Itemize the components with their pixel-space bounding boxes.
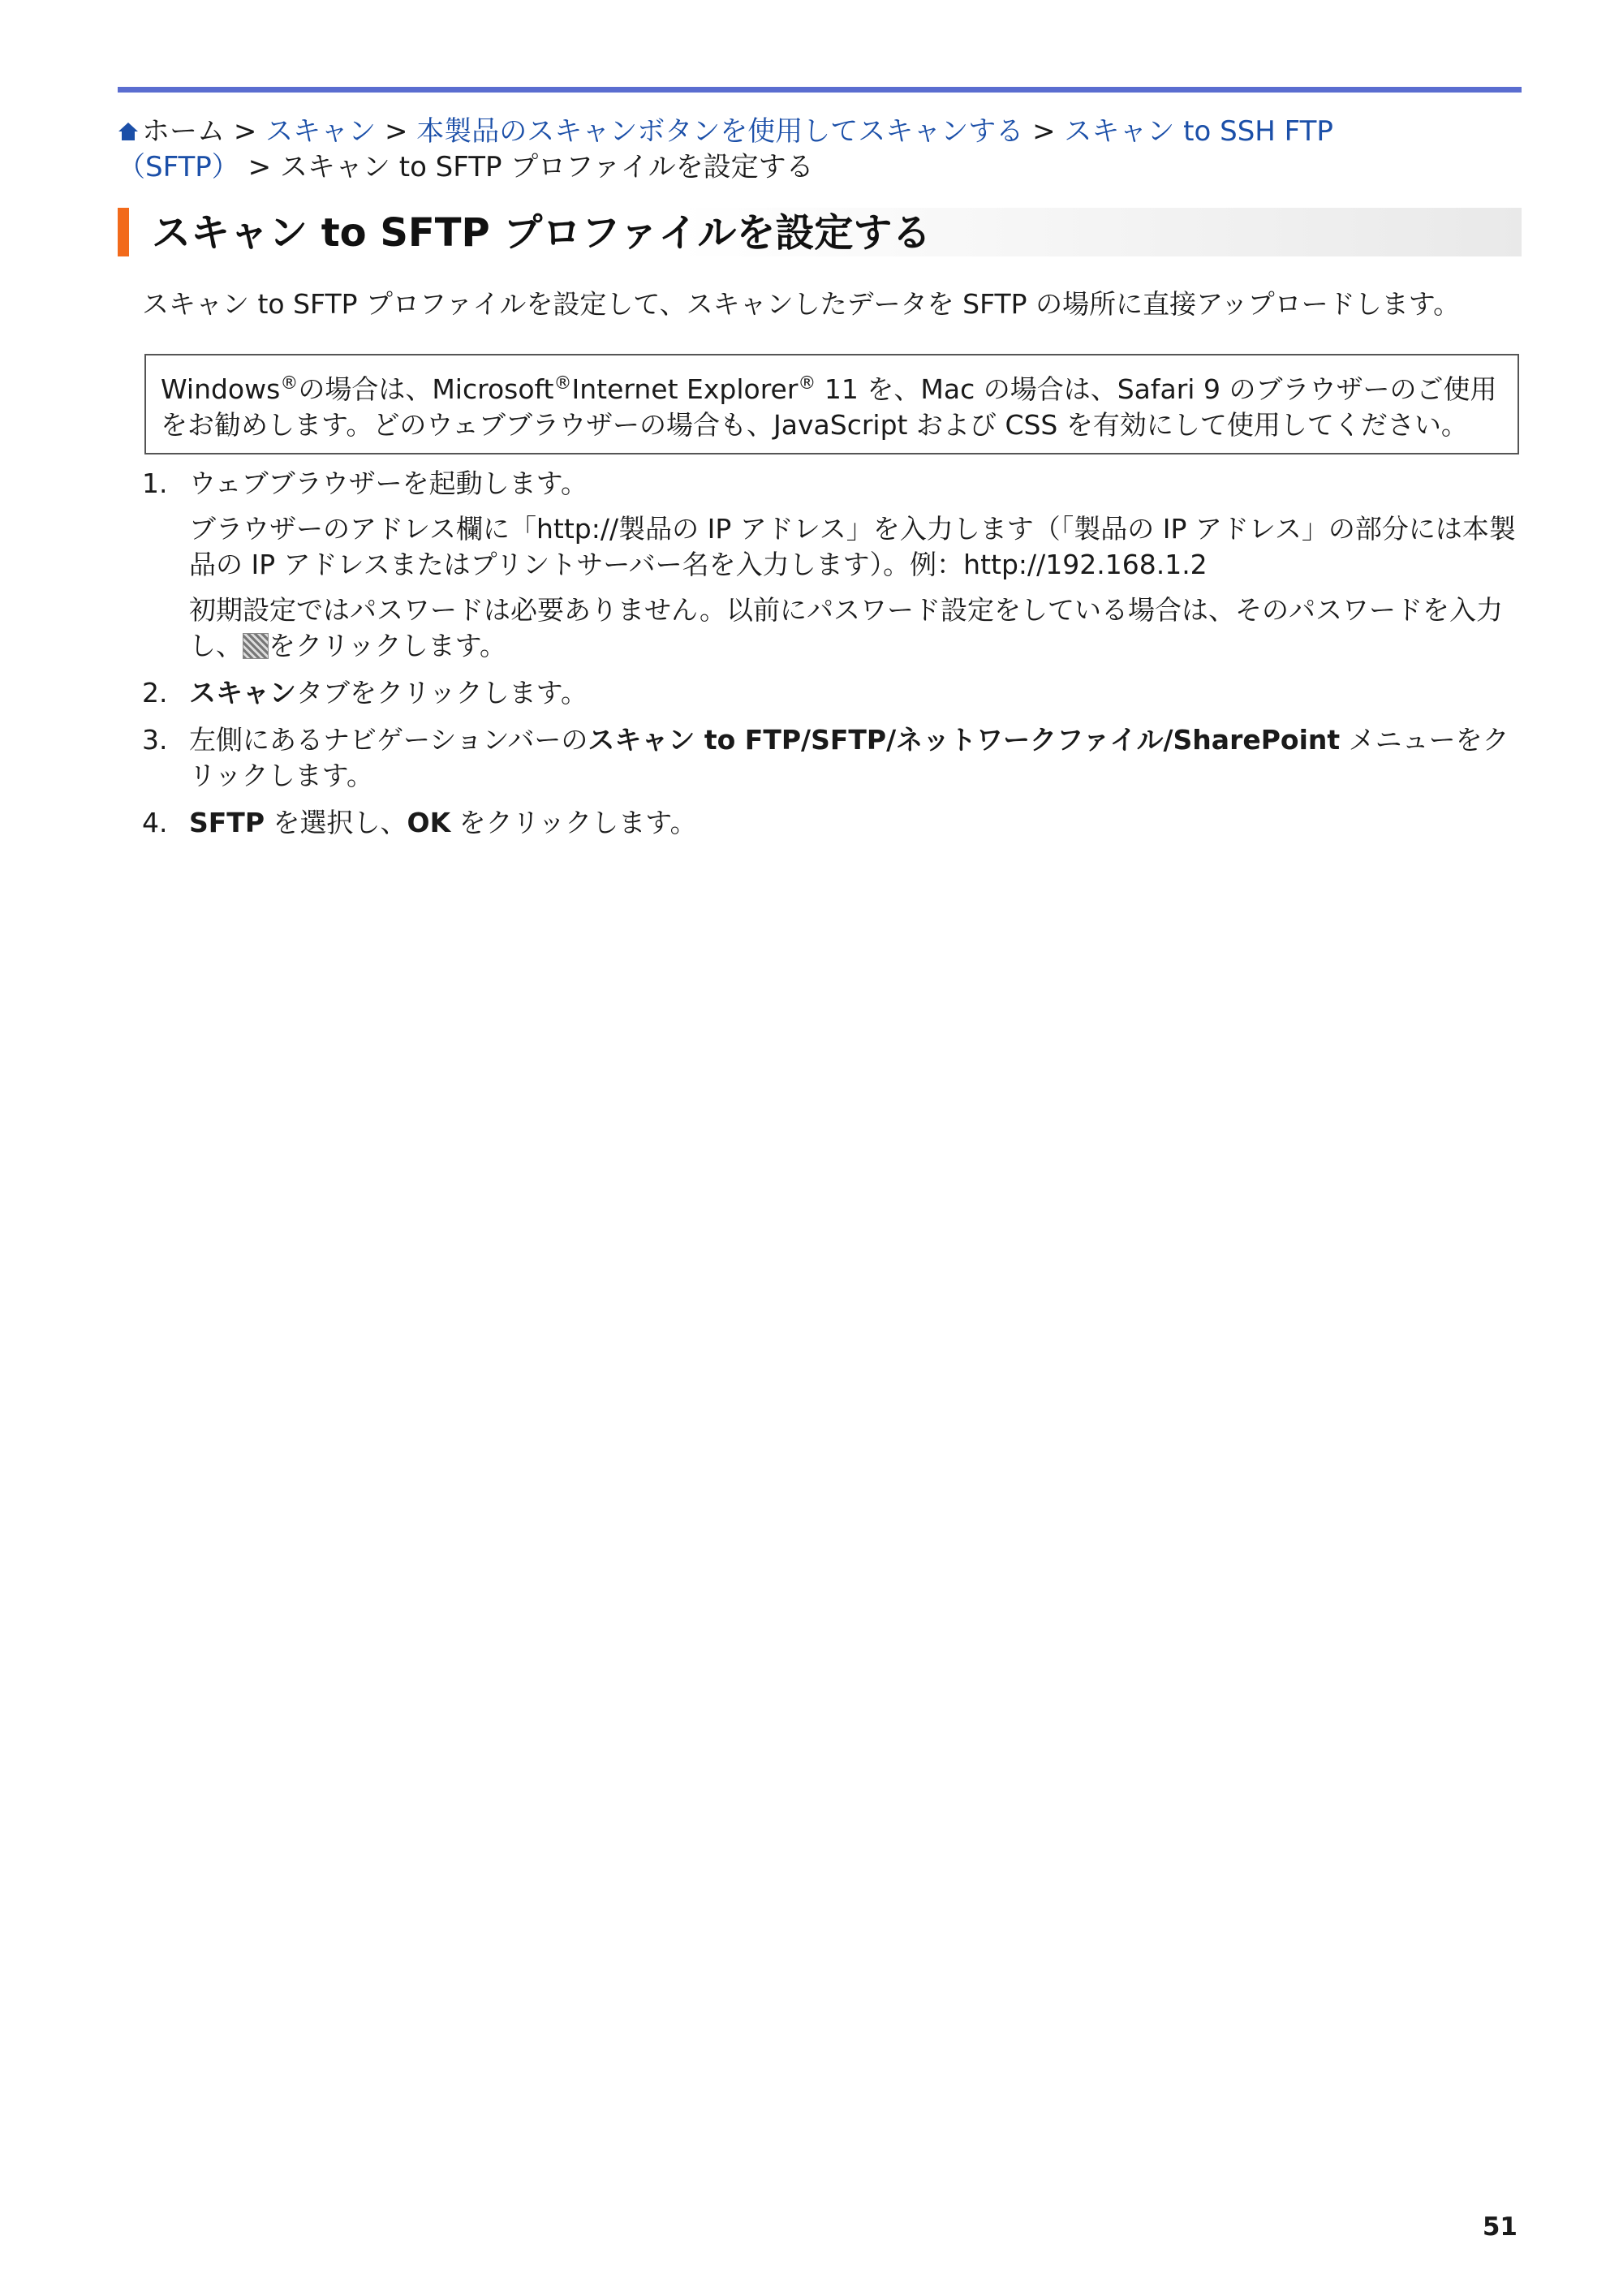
note-part2: Internet Explorer	[571, 373, 799, 405]
registered-mark: ®	[553, 373, 572, 394]
step-text-part: 左側にあるナビゲーションバーの	[189, 724, 588, 756]
step-number: 2.	[142, 677, 168, 709]
step-text: ウェブブラウザーを起動します。	[189, 467, 588, 499]
step-text	[189, 675, 1522, 711]
intro-text: スキャン to SFTP プロファイルを設定して、スキャンしたデータを SFTP の場所に直接アップロードします。	[142, 288, 1461, 320]
page-title-bar	[118, 208, 1522, 256]
home-icon[interactable]	[118, 121, 139, 142]
breadcrumb-current: スキャン to SFTP プロファイルを設定する	[279, 151, 814, 183]
breadcrumb-link-sftp[interactable]: （SFTP）	[118, 151, 239, 183]
step-text	[189, 722, 1522, 794]
step-subtext-part: 初期設定ではパスワードは必要ありません。以前にパスワード設定をしている場合は、そのパスワードを入力し、	[189, 594, 1503, 661]
step-text-part: をクリックします。	[450, 807, 697, 838]
breadcrumb	[118, 114, 1522, 185]
step-number: 3.	[142, 724, 168, 756]
step-bold: スキャン	[189, 677, 296, 709]
step-subtext	[189, 592, 1522, 664]
breadcrumb-separator: >	[384, 115, 408, 148]
note-windows: Windows	[161, 373, 281, 405]
step-text	[189, 805, 1522, 841]
step-number: 1.	[142, 467, 168, 499]
registered-mark: ®	[798, 373, 816, 394]
breadcrumb-separator: >	[248, 151, 272, 183]
breadcrumb-link-scan-button[interactable]: 本製品のスキャンボタンを使用してスキャンする	[416, 115, 1024, 148]
step-subtext: ブラウザーのアドレス欄に「http://製品の IP アドレス」を入力します（「製品の IP アドレス」の部分には本製品の IP アドレスまたはプリントサーバー名を入力します）。例：http://192.168.1.2	[189, 513, 1516, 580]
step-list	[142, 466, 1522, 852]
step-subtext-part: をクリックします。	[269, 630, 507, 661]
note-part3: 11 を、Mac の場合は、Safari 9 のブラウザーのご使用をお勧めします。どのウェブブラウザーの場合も、JavaScript および CSS を有効にして使用してください。	[161, 373, 1497, 441]
step-bold: OK	[407, 807, 451, 838]
step-1	[142, 466, 1522, 664]
step-text-part: タブをクリックします。	[296, 677, 588, 709]
step-3	[142, 722, 1522, 794]
page-title: スキャン to SFTP プロファイルを設定する	[152, 210, 932, 256]
breadcrumb-home: ホーム	[142, 115, 225, 148]
step-text-part: メニューをクリックします。	[189, 724, 1509, 791]
registered-mark: ®	[280, 373, 299, 394]
note-part1: の場合は、Microsoft	[298, 373, 554, 405]
step-4	[142, 805, 1522, 841]
breadcrumb-link-ssh-ftp[interactable]: スキャン to SSH FTP	[1064, 115, 1333, 148]
top-rule	[118, 87, 1522, 93]
breadcrumb-link-scan[interactable]: スキャン	[265, 115, 377, 148]
step-bold: スキャン to FTP/SFTP/ネットワークファイル/SharePoint	[588, 724, 1341, 756]
breadcrumb-separator: >	[233, 115, 257, 148]
page-number: 51	[1482, 2212, 1518, 2242]
title-accent	[118, 208, 129, 256]
step-text-part: を選択し、	[265, 807, 407, 838]
step-bold: SFTP	[189, 807, 265, 838]
step-2	[142, 675, 1522, 711]
breadcrumb-separator: >	[1032, 115, 1056, 148]
step-number: 4.	[142, 807, 168, 838]
login-arrow-icon	[243, 633, 269, 659]
note-box	[144, 354, 1519, 454]
